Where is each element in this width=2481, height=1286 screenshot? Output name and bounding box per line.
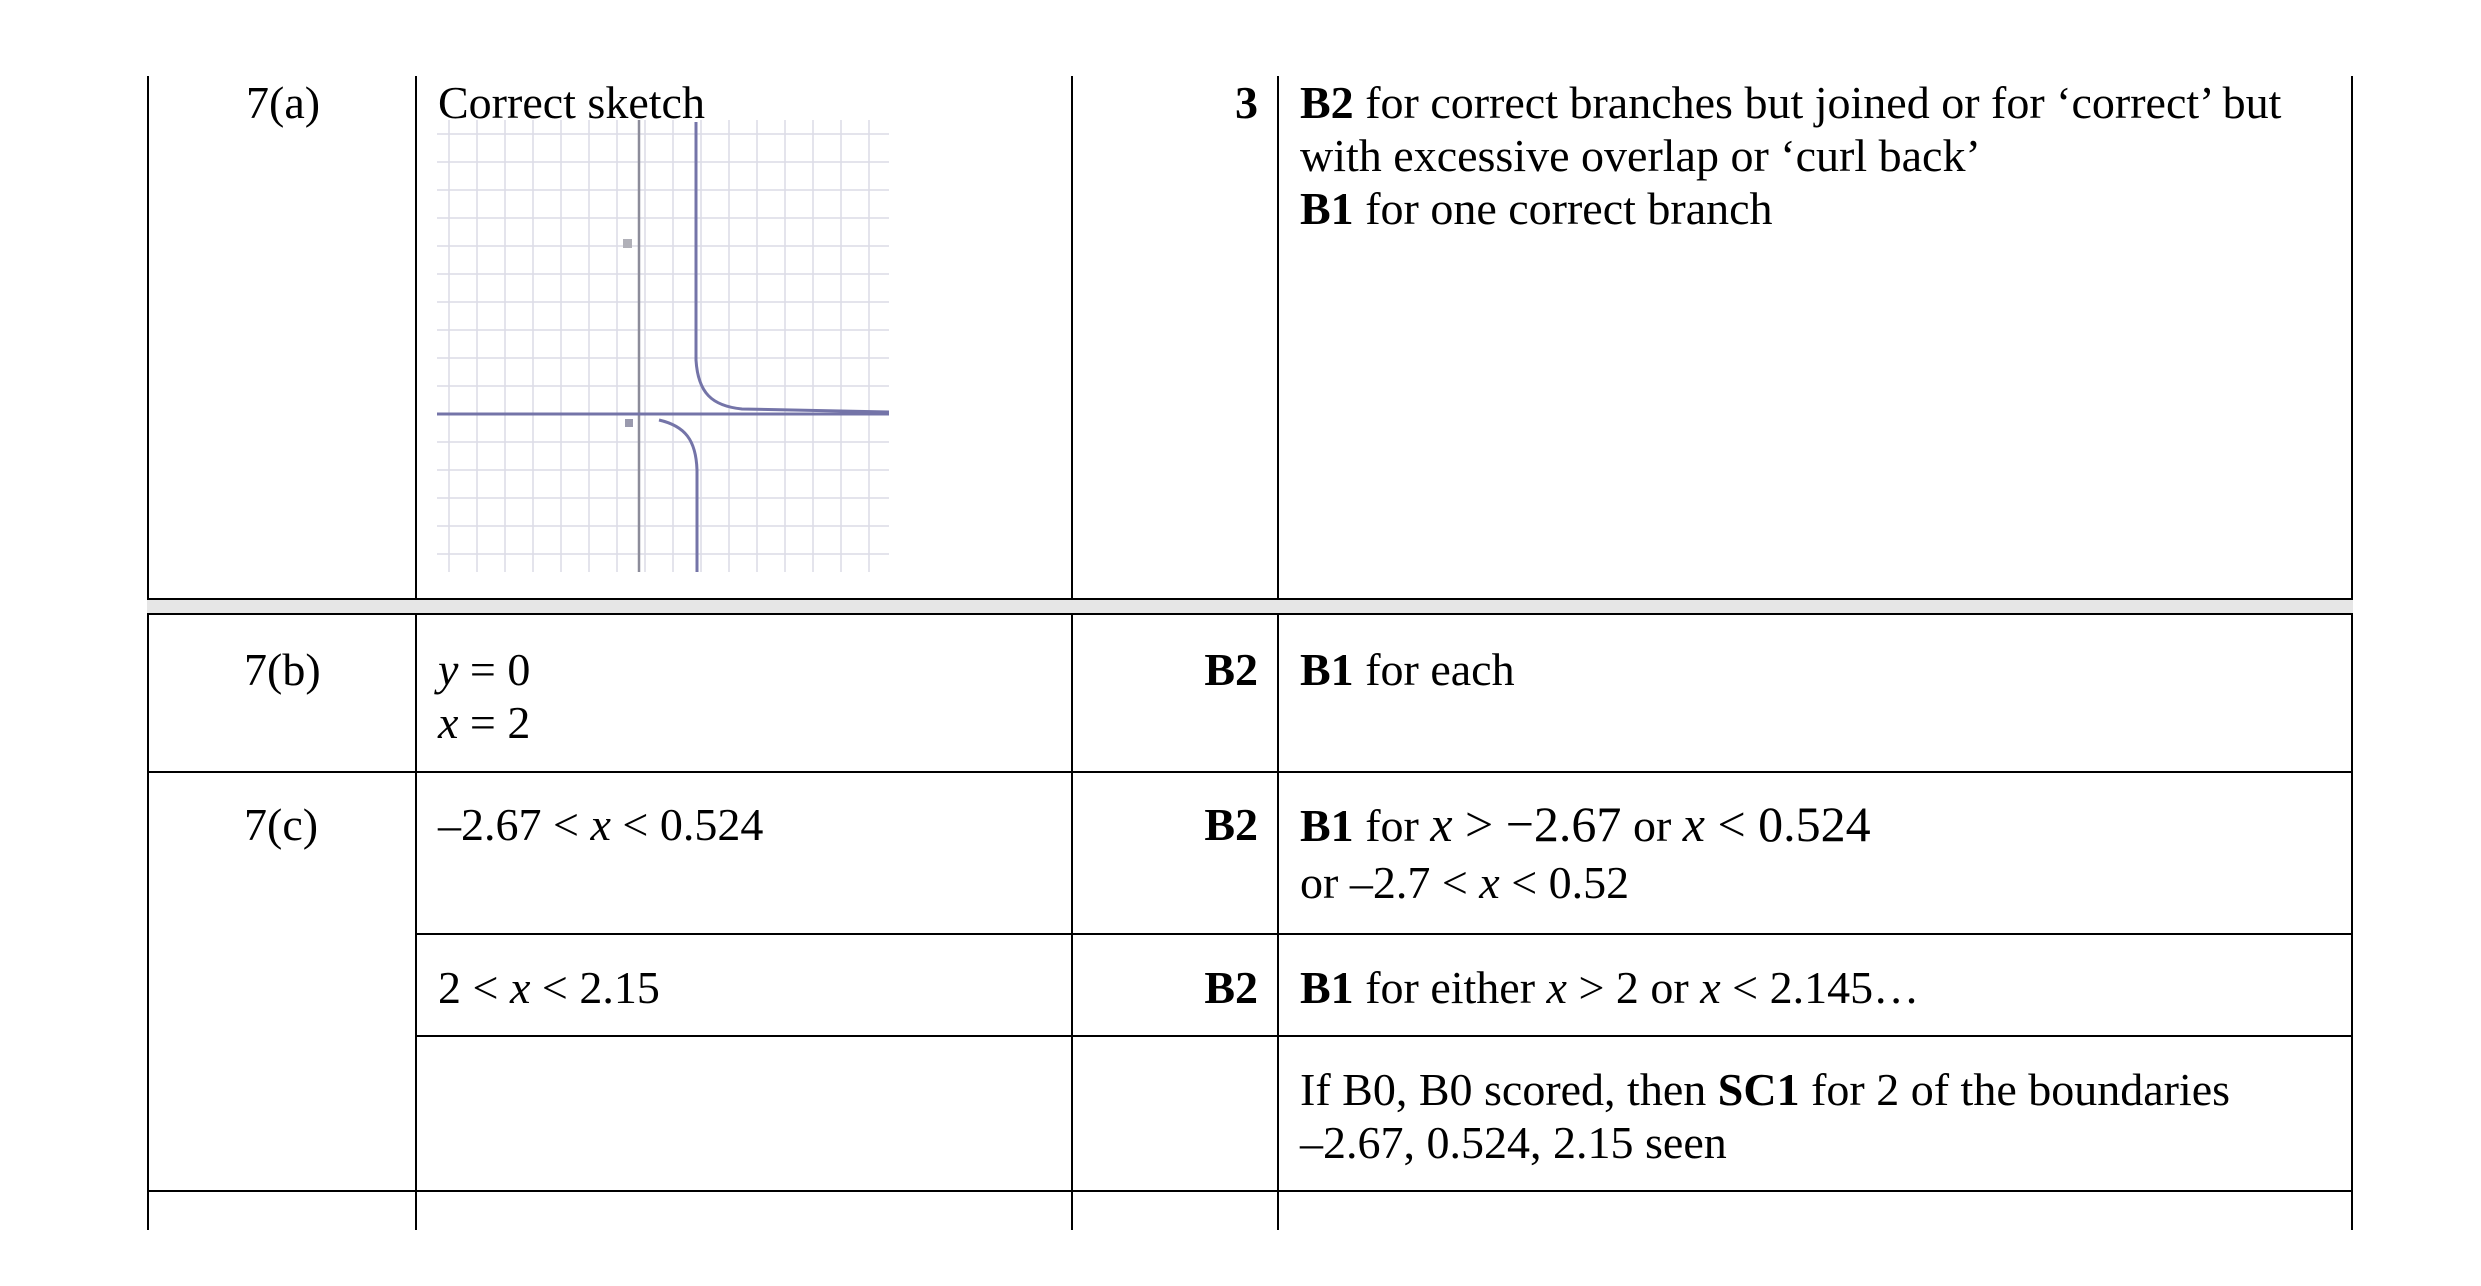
math-variable: x	[1700, 962, 1721, 1013]
guidance-text: for	[1365, 800, 1431, 851]
math-variable: x	[1546, 962, 1567, 1013]
curve-branch-right	[696, 122, 889, 412]
answer-7c-2	[438, 961, 660, 1014]
guidance-text: for correct branches but joined or for ‘correct’ but	[1365, 77, 2282, 128]
sketch-graph	[437, 120, 889, 572]
guidance-mark-code: B1	[1300, 962, 1354, 1013]
marks-7c-2: B2	[1204, 962, 1258, 1013]
math-variable: y	[438, 644, 459, 695]
guidance-7c-3-line2: –2.67, 0.524, 2.15 seen	[1300, 1117, 1727, 1168]
question-number-7b: 7(b)	[244, 644, 321, 695]
guidance-text: or –2.7 <	[1300, 857, 1480, 908]
math-variable: x	[1479, 857, 1500, 908]
guidance-text: > 2 or	[1566, 962, 1701, 1013]
math-text: –2.67 <	[438, 799, 591, 850]
question-number-7c: 7(c)	[244, 799, 319, 850]
guidance-7c-1-line1	[1300, 798, 1871, 852]
marks-7a: 3	[1235, 77, 1258, 128]
math-text: < 2.15	[530, 962, 660, 1013]
math-text: < 0.524	[610, 799, 764, 850]
guidance-7c-1-line2	[1300, 856, 1629, 909]
axis-tick-mark	[625, 419, 633, 427]
answer-7b-line2	[438, 696, 530, 749]
table-divider-guidance	[1277, 76, 1279, 1230]
guidance-text: for each	[1365, 644, 1515, 695]
guidance-7a-line1	[1300, 76, 2281, 129]
answer-7c-1	[438, 798, 763, 851]
table-border-left	[147, 76, 149, 1230]
table-border-right	[2351, 76, 2353, 1230]
guidance-text: for one correct branch	[1365, 183, 1773, 234]
row-divider	[147, 771, 2353, 773]
math-text: = 2	[458, 697, 531, 748]
guidance-text: < 2.145…	[1720, 962, 1920, 1013]
row-separator-band	[147, 600, 2353, 613]
row-divider	[147, 598, 2353, 600]
row-divider	[415, 933, 2353, 935]
guidance-7b	[1300, 643, 1515, 696]
marks-7b: B2	[1204, 644, 1258, 695]
guidance-7c-3-line1	[1300, 1063, 2230, 1116]
guidance-text: with excessive overlap or ‘curl back’	[1300, 130, 1981, 181]
math-variable: x	[590, 799, 611, 850]
guidance-7a-line2	[1300, 129, 1981, 182]
guidance-text: for 2 of the boundaries	[1799, 1064, 2231, 1115]
sketch-grid	[437, 120, 889, 572]
answer-7b-line1	[438, 643, 530, 696]
guidance-mark-code: B1	[1300, 183, 1354, 234]
row-divider	[147, 1190, 2353, 1192]
guidance-text: < 0.52	[1499, 857, 1630, 908]
math-text: < 0.524	[1704, 796, 1871, 852]
curve-branch-left	[659, 420, 697, 572]
math-text: 2 <	[438, 962, 510, 1013]
math-variable: x	[1430, 796, 1453, 852]
axis-tick-mark	[623, 239, 632, 248]
guidance-mark-code: B2	[1300, 77, 1354, 128]
row-divider	[415, 1035, 2353, 1037]
question-number-7a: 7(a)	[246, 77, 321, 128]
guidance-text: for either	[1365, 962, 1547, 1013]
guidance-mark-code: B1	[1300, 800, 1354, 851]
table-divider-marks	[1071, 76, 1073, 1230]
guidance-7a-line3	[1300, 182, 1773, 235]
answer-text-7a: Correct sketch	[438, 77, 705, 128]
math-variable: x	[438, 697, 459, 748]
guidance-text: or	[1621, 800, 1683, 851]
math-text: = 0	[458, 644, 531, 695]
row-divider	[147, 613, 2353, 615]
math-text: > −2.67	[1452, 796, 1622, 852]
math-variable: x	[1682, 796, 1705, 852]
table-divider-answer	[415, 76, 417, 1230]
marks-7c-1: B2	[1204, 799, 1258, 850]
math-variable: x	[509, 962, 531, 1013]
guidance-7c-2	[1300, 961, 1919, 1014]
guidance-mark-code: B1	[1300, 644, 1354, 695]
guidance-text: If B0, B0 scored, then	[1300, 1064, 1718, 1115]
guidance-mark-code: SC1	[1717, 1064, 1800, 1115]
